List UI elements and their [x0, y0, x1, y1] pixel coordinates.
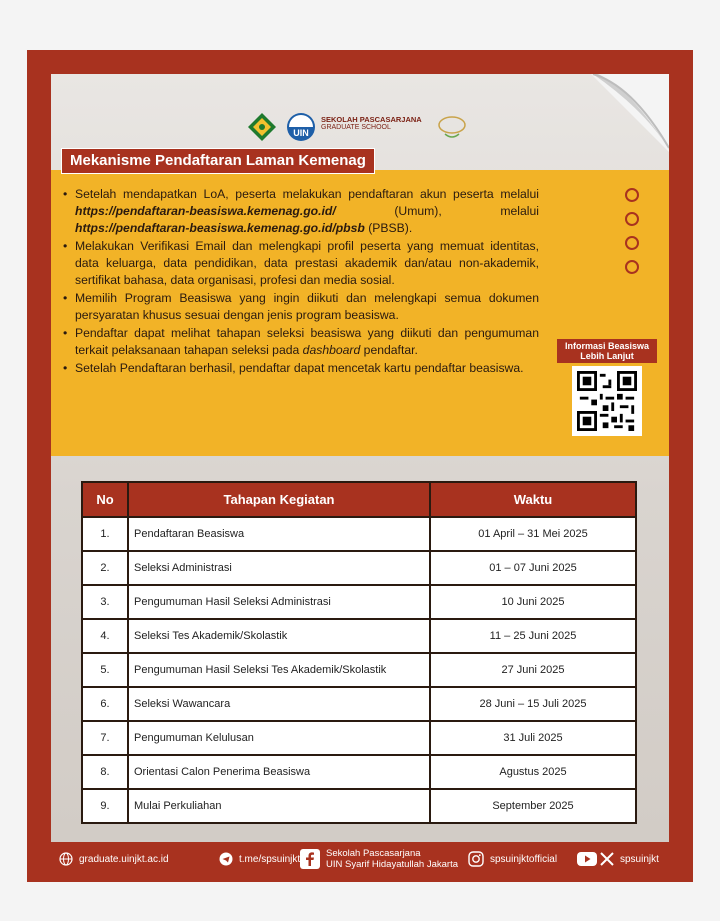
link-pbsb[interactable]: https://pendaftaran-beasiswa.kemenag.go.id/pbsb: [75, 221, 365, 235]
table-row: 8. Orientasi Calon Penerima Beasiswa Agustus 2025: [82, 755, 636, 789]
table-row: 4. Seleksi Tes Akademik/Skolastik 11 – 25 Juni 2025: [82, 619, 636, 653]
list-item: • Setelah Pendaftaran berhasil, pendaftar dapat mencetak kartu pendaftar beasiswa.: [63, 360, 539, 377]
footer: [27, 836, 693, 882]
mechanism-panel: [51, 170, 669, 456]
poster-inner: [51, 74, 669, 842]
circle-icon: [625, 188, 639, 202]
header-activity: Tahapan Kegiatan: [128, 482, 430, 517]
footer-instagram[interactable]: spsuinjktofficial: [468, 836, 557, 882]
table-row: 5. Pengumuman Hasil Seleksi Tes Akademik/Skolastik 27 Juni 2025: [82, 653, 636, 687]
school-name-line1: SEKOLAH PASCASARJANA: [321, 115, 422, 124]
instagram-icon: [468, 851, 484, 867]
footer-facebook[interactable]: Sekolah Pascasarjana UIN Syarif Hidayatullah Jakarta: [300, 836, 458, 882]
list-item: • Melakukan Verifikasi Email dan melengkapi profil peserta yang memuat identitas, data keluarga, data pendidikan, data prestasi akademik dan/atau non-akademik, sertifikat bahasa, data organisasi, profesi dan media sosial.: [63, 238, 539, 289]
globe-icon: [59, 852, 73, 866]
table-row: 9. Mulai Perkuliahan September 2025: [82, 789, 636, 823]
table-row: 2. Seleksi Administrasi 01 – 07 Juni 2025: [82, 551, 636, 585]
schedule-table: [81, 481, 637, 824]
decorative-circles: [625, 188, 641, 284]
list-item: • Memilih Program Beasiswa yang ingin diikuti dan melengkapi semua dokumen persyaratan khusus sesuai dengan jenis program beasiswa.: [63, 290, 539, 324]
header-time: Waktu: [430, 482, 636, 517]
table-row: 1. Pendaftaran Beasiswa 01 April – 31 Mei 2025: [82, 517, 636, 551]
table-row: 3. Pengumuman Hasil Seleksi Administrasi 10 Juni 2025: [82, 585, 636, 619]
section-title: Mekanisme Pendaftaran Laman Kemenag: [61, 148, 375, 174]
anniversary-logo-icon: [437, 114, 467, 140]
header-logos: [51, 106, 669, 146]
school-name: [321, 116, 437, 132]
school-name-line2: GRADUATE SCHOOL: [321, 124, 391, 131]
list-item: • Pendaftar dapat melihat tahapan seleksi beasiswa yang diikuti dan pengumuman terkait pelaksanaan tahapan seleksi pada dashboard pendaftar.: [63, 325, 539, 359]
link-umum[interactable]: https://pendaftaran-beasiswa.kemenag.go.id/: [75, 204, 336, 218]
footer-youtube-x[interactable]: spsuinjkt: [577, 836, 659, 882]
circle-icon: [625, 236, 639, 250]
qr-code-icon: [577, 371, 637, 431]
x-twitter-icon: [600, 852, 614, 866]
uin-logo-icon: [285, 112, 317, 142]
uin-abbr: UIN: [293, 128, 309, 138]
table-header-row: [82, 482, 636, 517]
header-no: No: [82, 482, 128, 517]
qr-code[interactable]: [572, 366, 642, 436]
info-label: Informasi Beasiswa Lebih Lanjut: [557, 339, 657, 363]
footer-telegram[interactable]: t.me/spsuinjkt: [219, 836, 300, 882]
mechanism-list: [63, 186, 539, 378]
list-item: • Setelah mendapatkan LoA, peserta melakukan pendaftaran akun peserta melalui https://pendaftaran-beasiswa.kemenag.go.id/ (Umum), melalui https://pendaftaran-beasiswa.kemenag.go.id/pbsb (PBSB).: [63, 186, 539, 237]
telegram-icon: [219, 852, 233, 866]
page-curl-icon: [587, 74, 669, 156]
footer-website[interactable]: graduate.uinjkt.ac.id: [59, 836, 169, 882]
table-row: 6. Seleksi Wawancara 28 Juni – 15 Juli 2025: [82, 687, 636, 721]
youtube-icon: [577, 852, 597, 866]
table-row: 7. Pengumuman Kelulusan 31 Juli 2025: [82, 721, 636, 755]
circle-icon: [625, 212, 639, 226]
facebook-icon: [300, 849, 320, 869]
circle-icon: [625, 260, 639, 274]
poster-frame: [27, 50, 693, 882]
kemenag-logo-icon: [247, 112, 277, 142]
